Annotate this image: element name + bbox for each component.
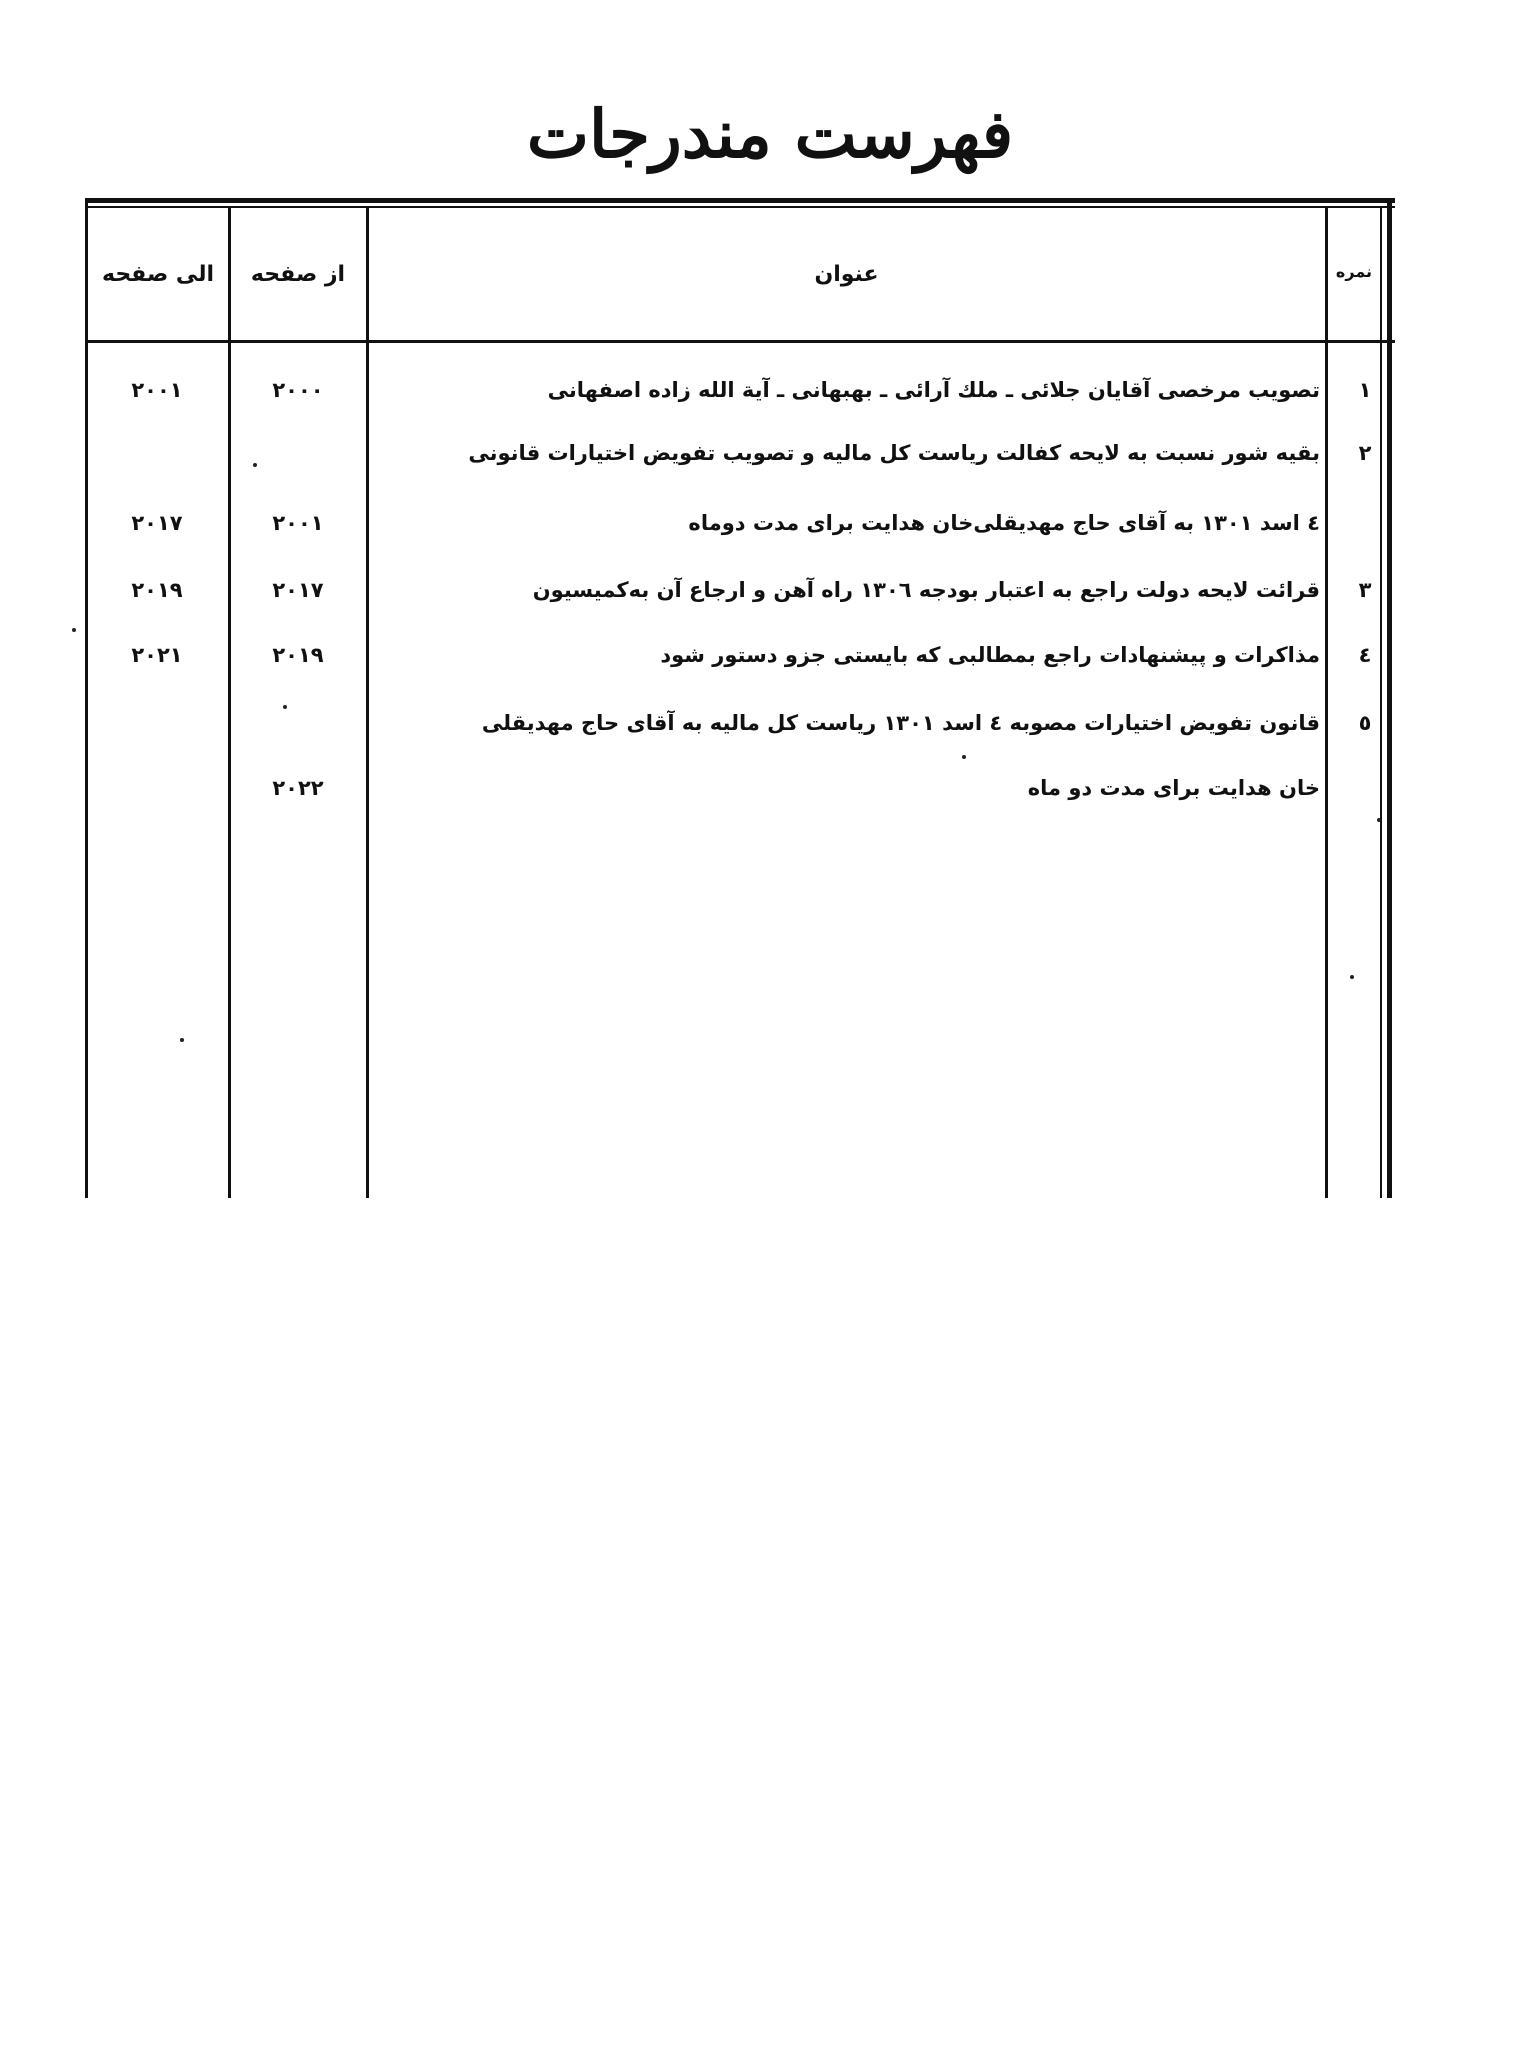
row-number: ٤ xyxy=(1358,643,1372,667)
table-left-border xyxy=(85,198,88,1198)
row-title-line: خان هدایت برای مدت دو ماه xyxy=(1027,776,1320,800)
row-to-page: ۲۰۰۱ xyxy=(131,378,183,402)
table-right-border xyxy=(1387,198,1392,1198)
column-divider-to-from xyxy=(228,206,231,1198)
scan-speck xyxy=(1350,975,1354,979)
scan-speck xyxy=(253,463,257,467)
table-top-border-inner xyxy=(85,206,1395,208)
row-to-page: ۲۰۱۷ xyxy=(131,511,183,535)
column-divider-from-title xyxy=(366,206,369,1198)
scan-speck xyxy=(962,755,966,759)
row-number: ۲ xyxy=(1358,441,1372,465)
row-from-page: ۲۰۰۰ xyxy=(272,378,324,402)
header-number: نمره xyxy=(1335,262,1373,281)
row-title-line: قانون تفویض اختیارات مصوبه ٤ اسد ۱۳۰۱ ریاست کل مالیه به آقای حاج مهدیقلی xyxy=(481,711,1320,735)
scan-speck xyxy=(283,705,287,709)
header-from-page: از صفحه xyxy=(250,262,346,287)
row-number: ۳ xyxy=(1358,578,1372,602)
row-from-page: ۲۰۱۹ xyxy=(272,643,324,667)
row-from-page: ۲۰۰۱ xyxy=(272,511,324,535)
row-to-page: ۲۰۲۱ xyxy=(131,643,183,667)
row-from-page: ۲۰۱۷ xyxy=(272,578,324,602)
scan-speck xyxy=(72,628,76,632)
scan-speck xyxy=(180,1038,184,1042)
row-title-line: مذاکرات و پیشنهادات راجع بمطالبی که بایستی جزو دستور شود xyxy=(660,643,1320,667)
row-to-page: ۲۰۱۹ xyxy=(131,578,183,602)
row-title-line: بقیه شور نسبت به لایحه کفالت ریاست کل مالیه و تصویب تفویض اختیارات قانونی xyxy=(468,441,1320,465)
row-title-line: قرائت لایحه دولت راجع به اعتبار بودجه ۱۳۰٦ راه آهن و ارجاع آن به‌کمیسیون xyxy=(532,578,1320,602)
scan-speck xyxy=(1377,818,1381,822)
page-title: فهرست مندرجات xyxy=(526,95,1014,173)
table-top-border xyxy=(85,198,1395,203)
row-from-page: ۲۰۲۲ xyxy=(272,776,324,800)
row-title-line: ٤ اسد ۱۳۰۱ به آقای حاج مهدیقلی‌خان هدایت برای مدت دوماه xyxy=(688,511,1320,535)
row-number: ٥ xyxy=(1358,711,1372,735)
table-right-border-inner xyxy=(1380,206,1382,1198)
header-title: عنوان xyxy=(814,262,879,287)
column-divider-title-number xyxy=(1325,206,1328,1198)
table-header-divider xyxy=(85,340,1395,343)
row-number: ۱ xyxy=(1358,378,1372,402)
header-to-page: الی صفحه xyxy=(101,262,214,287)
row-title-line: تصویب مرخصی آقایان جلائی ـ ملك آرائی ـ بهبهانی ـ آیة الله زاده اصفهانی xyxy=(547,378,1320,402)
